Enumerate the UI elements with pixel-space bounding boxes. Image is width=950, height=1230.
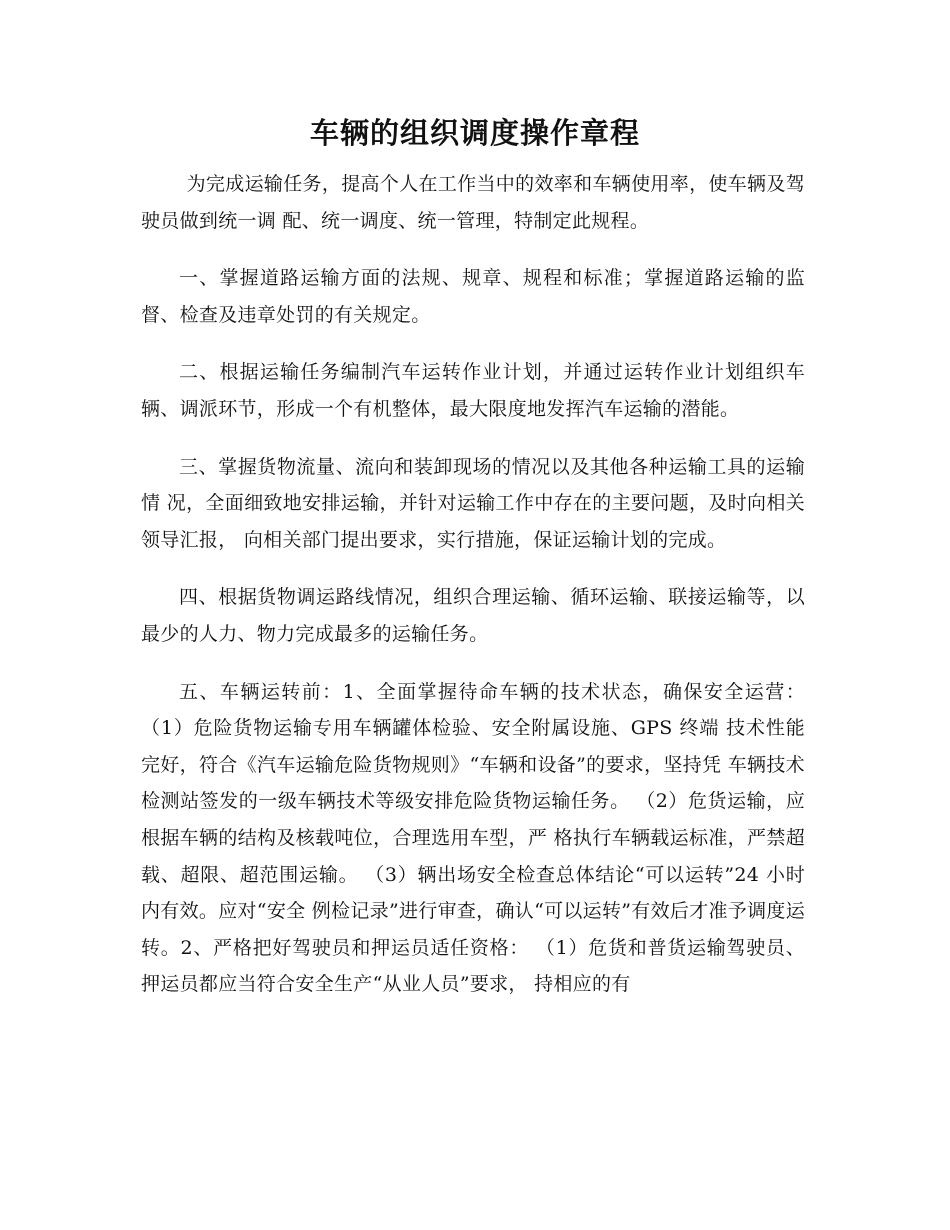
paragraph-2: 二、根据运输任务编制汽车运转作业计划，并通过运转作业计划组织车辆、调派环节，形成一个有机整体，最大限度地发挥汽车运输的潜能。 [141,361,805,420]
paragraph-3: 三、掌握货物流量、流向和装卸现场的情况以及其他各种运输工具的运输情 况，全面细致地安排运输，并针对运输工作中存在的主要问题，及时向相关领导汇报， 向相关部门提出要求，实行措施，保证运输计划的完成。 [141,455,805,551]
paragraph-1: 一、掌握道路运输方面的法规、规章、规程和标准；掌握道路运输的监督、检查及违章处罚的有关规定。 [141,267,805,326]
paragraph-4: 四、根据货物调运路线情况，组织合理运输、循环运输、联接运输等，以最少的人力、物力完成最多的运输任务。 [141,586,805,645]
paragraph-5: 五、车辆运转前：1、全面掌握待命车辆的技术状态，确保安全运营： （1）危险货物运输专用车辆罐体检验、安全附属设施、GPS 终端 技术性能完好，符合《汽车运输危险货物规则》“车辆和设备”的要求，坚持凭 车辆技术检测站签发的一级车辆技术等级安排危险货物运输任务。 （2）危货运输，应根据车辆的结构及核载吨位，合理选用车型，严 格执行车辆载运标准，严禁超载、超限、超范围运输。 （3）辆出场安全检查总体结论“可以运转”24 小时内有效。应对“安全 例检记录”进行审查，确认“可以运转”有效后才准予调度运转。2、严格把好驾驶员和押运员适任资格： （1）危货和普货运输驾驶员、押运员都应当符合安全生产“从业人员”要求， 持相应的有 [141,680,805,996]
document-title: 车辆的组织调度操作章程 [309,116,640,150]
paragraph-intro: 为完成运输任务，提高个人在工作当中的效率和车辆使用率，使车辆及驾驶员做到统一调 配、统一调度、统一管理，特制定此规程。 [141,173,805,232]
document-body [141,166,805,1024]
